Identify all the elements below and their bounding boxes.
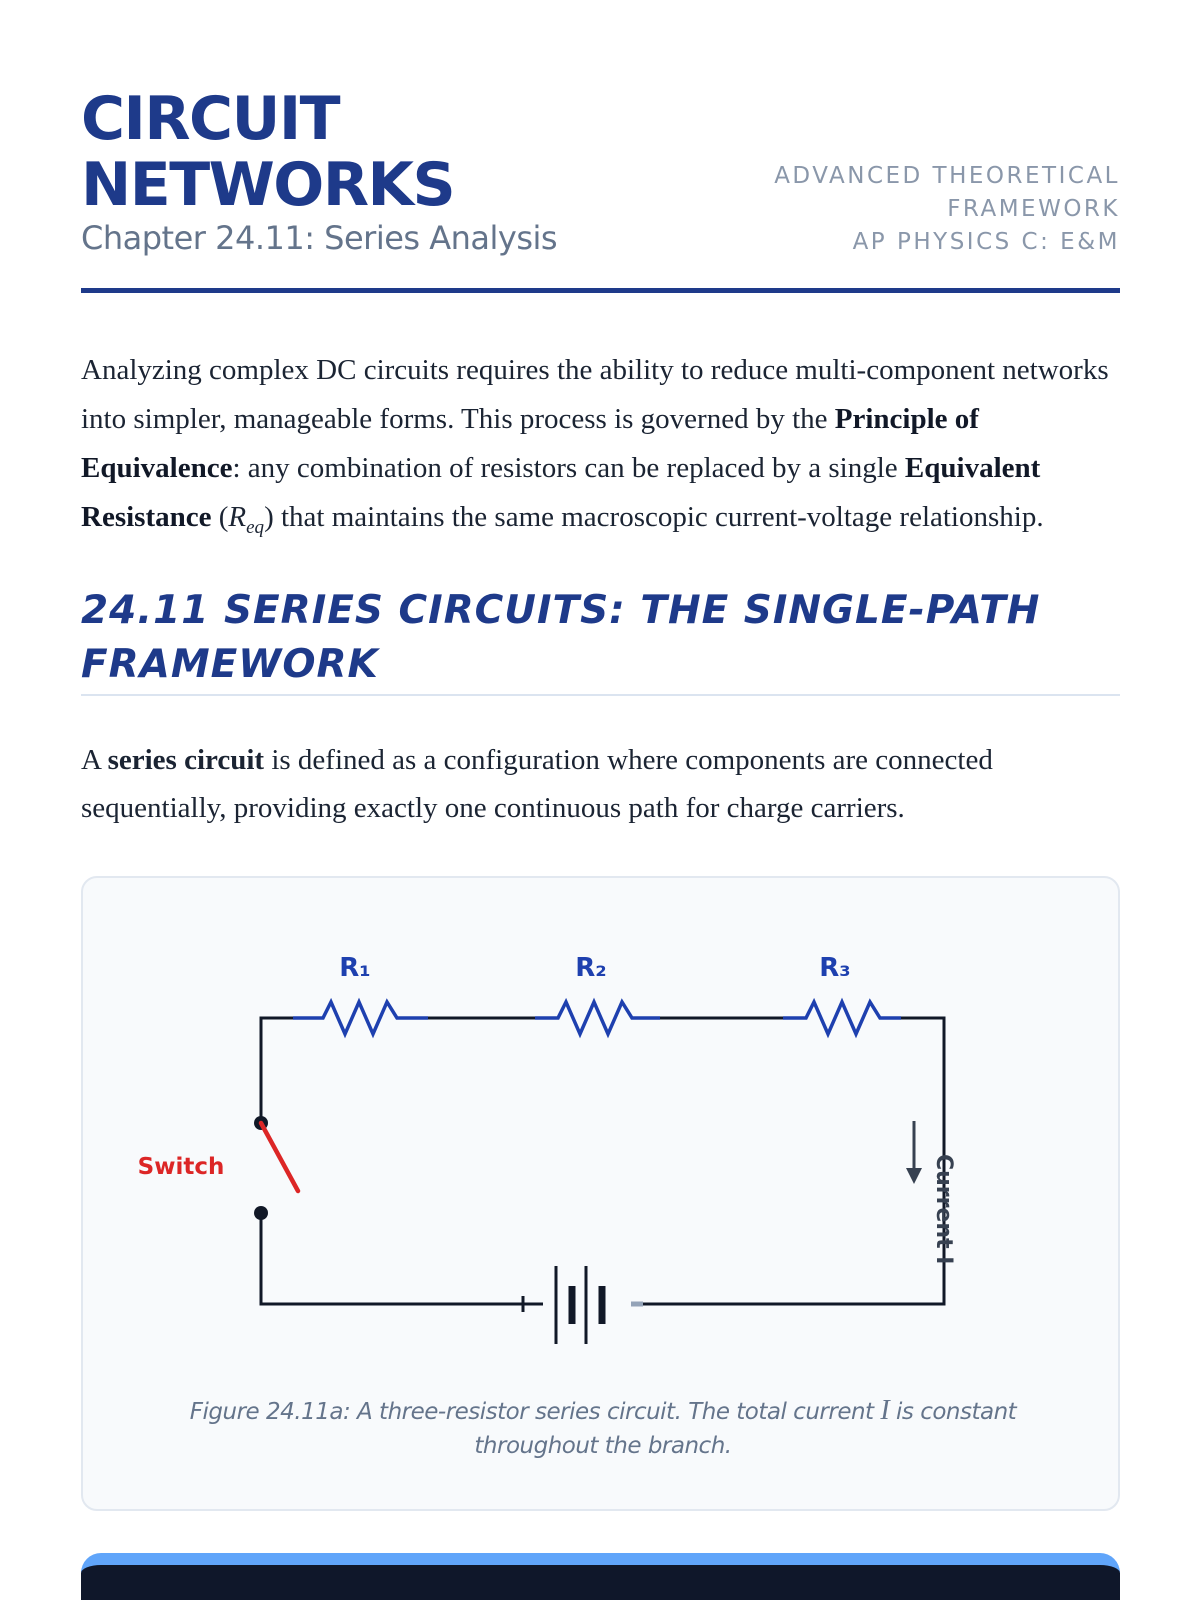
resistor-label-r1: R₁ bbox=[339, 953, 371, 983]
series-text-1: A bbox=[81, 744, 108, 776]
equivalent-resistance-term: Equivalent Resistance bbox=[81, 452, 1041, 533]
intro-text-1: Analyzing complex DC circuits requires the ability to reduce multi-component networks into simpler, manageable forms. This process is governed by the bbox=[81, 354, 1109, 435]
figure-caption bbox=[163, 1394, 1043, 1463]
switch bbox=[138, 1116, 298, 1220]
caption-text-2: is constant throughout the branch. bbox=[474, 1399, 1017, 1459]
resistor-label-r2: R₂ bbox=[575, 953, 607, 983]
intro-paragraph bbox=[81, 346, 1120, 552]
circuit-figure bbox=[81, 876, 1120, 1511]
wire-left-top bbox=[261, 1018, 293, 1123]
chapter-header bbox=[81, 86, 1120, 293]
callout-box bbox=[81, 1553, 1120, 1600]
intro-text-3: that maintains the same macroscopic current-voltage relationship. bbox=[273, 501, 1044, 533]
course-meta bbox=[700, 160, 1120, 259]
chapter-subtitle: Chapter 24.11: Series Analysis bbox=[81, 219, 558, 257]
page-title bbox=[81, 86, 681, 218]
resistor-label-r3: R₃ bbox=[819, 953, 851, 983]
principle-term: Principle of Equivalence bbox=[81, 403, 979, 484]
meta-line-3: AP PHYSICS C: E&M bbox=[852, 229, 1120, 255]
req-symbol bbox=[228, 501, 265, 538]
title-line-2: NETWORKS bbox=[81, 150, 455, 220]
current-arrow-head bbox=[906, 1168, 922, 1184]
resistor-r1 bbox=[293, 1002, 428, 1034]
paren-close: ) bbox=[264, 501, 274, 533]
meta-line-1: ADVANCED THEORETICAL bbox=[774, 163, 1120, 189]
resistor-r2 bbox=[535, 1002, 660, 1034]
document-page bbox=[81, 0, 1120, 1600]
switch-blade bbox=[261, 1123, 298, 1191]
series-circuit-term: series circuit bbox=[107, 744, 265, 776]
caption-text-1: Figure 24.11a: A three-resistor series circuit. The total current bbox=[189, 1399, 881, 1425]
switch-terminal-bottom bbox=[254, 1206, 268, 1220]
req-symbol-subscript: eq bbox=[246, 516, 265, 538]
section-heading-block bbox=[81, 584, 1120, 696]
caption-current-symbol: I bbox=[880, 1395, 890, 1426]
series-text-2: is defined as a configuration where components are connected sequentially, providing exactly one continuous path for charge carriers. bbox=[81, 744, 993, 824]
req-symbol-letter: R bbox=[228, 501, 247, 533]
series-definition-paragraph bbox=[81, 736, 1120, 832]
paren-open: ( bbox=[211, 501, 229, 533]
current-indicator bbox=[906, 1121, 956, 1264]
resistor-r3 bbox=[783, 1002, 901, 1034]
circuit-wires bbox=[261, 1018, 944, 1304]
resistor-labels bbox=[339, 953, 850, 983]
wire-right-bottom bbox=[643, 1018, 944, 1304]
wire-left-bottom bbox=[261, 1213, 543, 1304]
current-label: Current I bbox=[931, 1154, 956, 1265]
switch-label: Switch bbox=[137, 1154, 225, 1180]
meta-line-2: FRAMEWORK bbox=[947, 196, 1120, 222]
section-heading: 24.11 SERIES CIRCUITS: THE SINGLE-PATH FRAMEWORK bbox=[81, 588, 1041, 687]
resistors bbox=[293, 1002, 901, 1034]
title-line-1: CIRCUIT bbox=[81, 84, 340, 154]
intro-text-2: : any combination of resistors can be replaced by a single bbox=[232, 452, 905, 484]
